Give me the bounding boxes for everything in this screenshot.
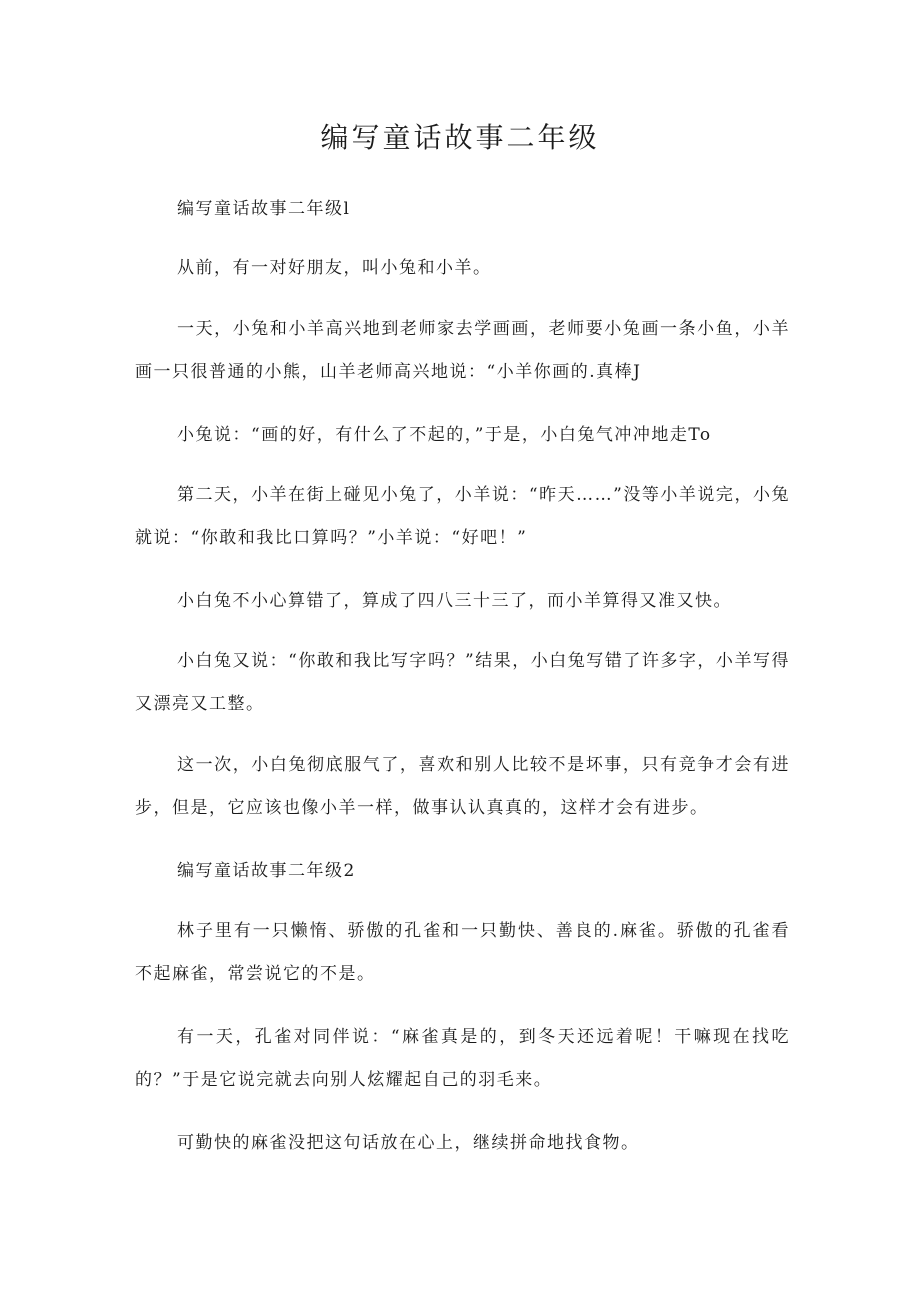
paragraph: 林子里有一只懒惰、骄傲的孔雀和一只勤快、善良的.麻雀。骄傲的孔雀看不起麻雀，常尝说它的不是。: [135, 921, 790, 984]
paragraph: 一天，小兔和小羊高兴地到老师家去学画画，老师要小兔画一条小鱼，小羊画一只很普通的小熊，山羊老师高兴地说：“小羊你画的.真棒J: [135, 319, 790, 382]
section-heading-2: 编写童话故事二年级2: [177, 861, 356, 881]
paragraph: 小白兔不小心算错了，算成了四八三十三了，而小羊算得又准又快。: [177, 591, 732, 611]
paragraph: 这一次，小白兔彻底服气了，喜欢和别人比较不是坏事，只有竞争才会有进步，但是，它应该也像小羊一样，做事认认真真的，这样才会有进步。: [135, 755, 790, 818]
document-title: 编写童话故事二年级: [320, 121, 600, 154]
paragraph: 有一天，孔雀对同伴说：“麻雀真是的，到冬天还远着呢！干嘛现在找吃的？”于是它说完就去向别人炫耀起自己的羽毛来。: [135, 1027, 790, 1090]
section-heading-1: 编写童话故事二年级l: [177, 199, 351, 219]
paragraph: 从前，有一对好朋友，叫小兔和小羊。: [177, 258, 492, 278]
paragraph: 第二天，小羊在街上碰见小兔了，小羊说：“昨天……”没等小羊说完，小兔就说：“你敢和我比口算吗？”小羊说：“好吧！”: [135, 485, 790, 548]
paragraph: 小兔说：“画的好，有什么了不起的，”于是，小白兔气冲冲地走To: [177, 425, 712, 445]
paragraph: 小白兔又说：“你敢和我比写字吗？”结果，小白兔写错了许多字，小羊写得又漂亮又工整。: [135, 651, 790, 714]
paragraph: 可勤快的麻雀没把这句话放在心上，继续拼命地找食物。: [177, 1133, 640, 1153]
